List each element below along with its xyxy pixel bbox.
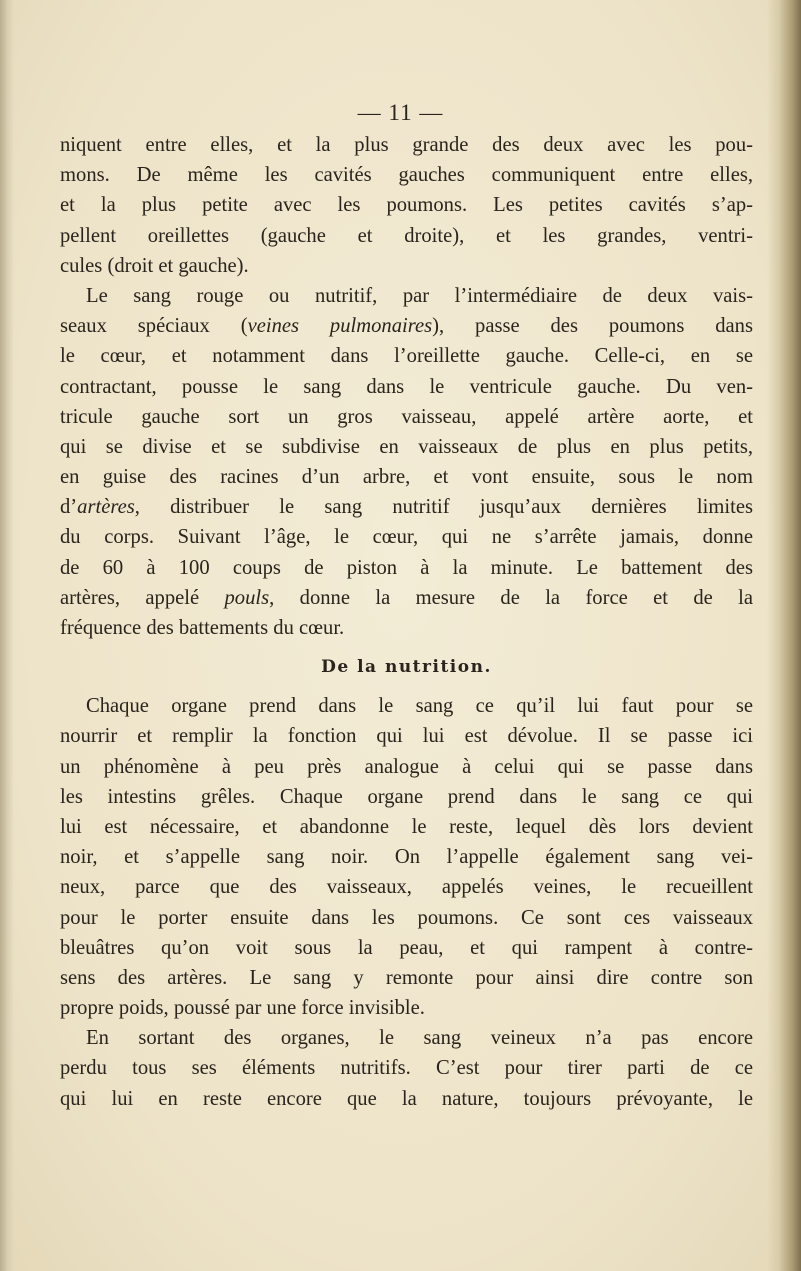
text-line: mons. De même les cavités gauches communiquent entre elles, — [60, 164, 753, 187]
text-line: du corps. Suivant l’âge, le cœur, qui ne s’arrête jamais, donne — [60, 526, 753, 549]
text-fragment: seaux spéciaux ( — [60, 315, 248, 338]
text-line: en guise des racines d’un arbre, et vont ensuite, sous le nom — [60, 466, 753, 489]
text-line — [60, 492, 753, 522]
text-line: contractant, pousse le sang dans le ventricule gauche. Du ven- — [60, 375, 753, 398]
text-line: le cœur, et notamment dans l’oreillette gauche. Celle-ci, en se — [60, 345, 753, 368]
text-fragment: artères, appelé — [60, 586, 225, 609]
text-line — [60, 583, 753, 613]
text-line: bleuâtres qu’on voit sous la peau, et qui rampent à contre- — [60, 936, 753, 959]
text-line: niquent entre elles, et la plus grande des deux avec les pou- — [60, 134, 753, 156]
text-fragment: , donne la mesure de la force et de la — [269, 586, 753, 609]
section-heading: De la nutrition. — [321, 657, 492, 678]
text-line — [60, 311, 753, 341]
text-line: pour le porter ensuite dans les poumons. Ce sont ces vaisseaux — [60, 906, 753, 929]
text-line: lui est nécessaire, et abandonne le reste, lequel dès lors devient — [60, 815, 753, 838]
text-line: propre poids, poussé par une force invisible. — [60, 997, 425, 1020]
italic-term: veines pulmonaires — [247, 315, 433, 338]
text-line: qui se divise et se subdivise en vaisseaux de plus en plus petits, — [60, 435, 753, 458]
page-number: — 11 — — [357, 100, 444, 125]
text-line: Le sang rouge ou nutritif, par l’intermédiaire de deux vais- — [86, 284, 753, 307]
text-line: nourrir et remplir la fonction qui lui est dévolue. Il se passe ici — [60, 725, 753, 748]
text-line: tricule gauche sort un gros vaisseau, appelé artère aorte, et — [60, 405, 753, 428]
text-fragment: d’ — [60, 496, 78, 519]
text-fragment: ), passe des poumons dans — [432, 315, 753, 338]
italic-term: pouls — [224, 586, 270, 609]
text-line: En sortant des organes, le sang veineux n’a pas encore — [86, 1027, 753, 1050]
text-line: fréquence des battements du cœur. — [60, 617, 345, 639]
italic-term: artères — [77, 496, 135, 519]
text-line: qui lui en reste encore que la nature, toujours prévoyante, le — [60, 1087, 753, 1110]
text-fragment: , distribuer le sang nutritif jusqu’aux dernières limites — [134, 496, 753, 519]
text-line: sens des artères. Le sang y remonte pour ainsi dire contre son — [60, 966, 753, 989]
text-line: noir, et s’appelle sang noir. On l’appelle également sang vei- — [60, 846, 753, 869]
text-line: les intestins grêles. Chaque organe prend dans le sang ce qui — [60, 785, 753, 808]
text-line: et la plus petite avec les poumons. Les petites cavités s’ap- — [60, 194, 753, 217]
text-line: de 60 à 100 coups de piston à la minute. Le battement des — [60, 556, 753, 579]
text-line: pellent oreillettes (gauche et droite), et les grandes, ventri- — [60, 224, 753, 247]
text-line: cules (droit et gauche). — [60, 254, 249, 277]
body-text — [60, 130, 753, 1114]
page-right-edge-shadow — [767, 0, 801, 1271]
text-line: perdu tous ses éléments nutritifs. C’est pour tirer parti de ce — [60, 1057, 753, 1080]
page-left-edge-shadow — [0, 0, 14, 1271]
text-line: neux, parce que des vaisseaux, appelés veines, le recueillent — [60, 876, 753, 899]
text-line: Chaque organe prend dans le sang ce qu’il lui faut pour se — [86, 695, 753, 718]
text-line: un phénomène à peu près analogue à celui qui se passe dans — [60, 755, 753, 778]
